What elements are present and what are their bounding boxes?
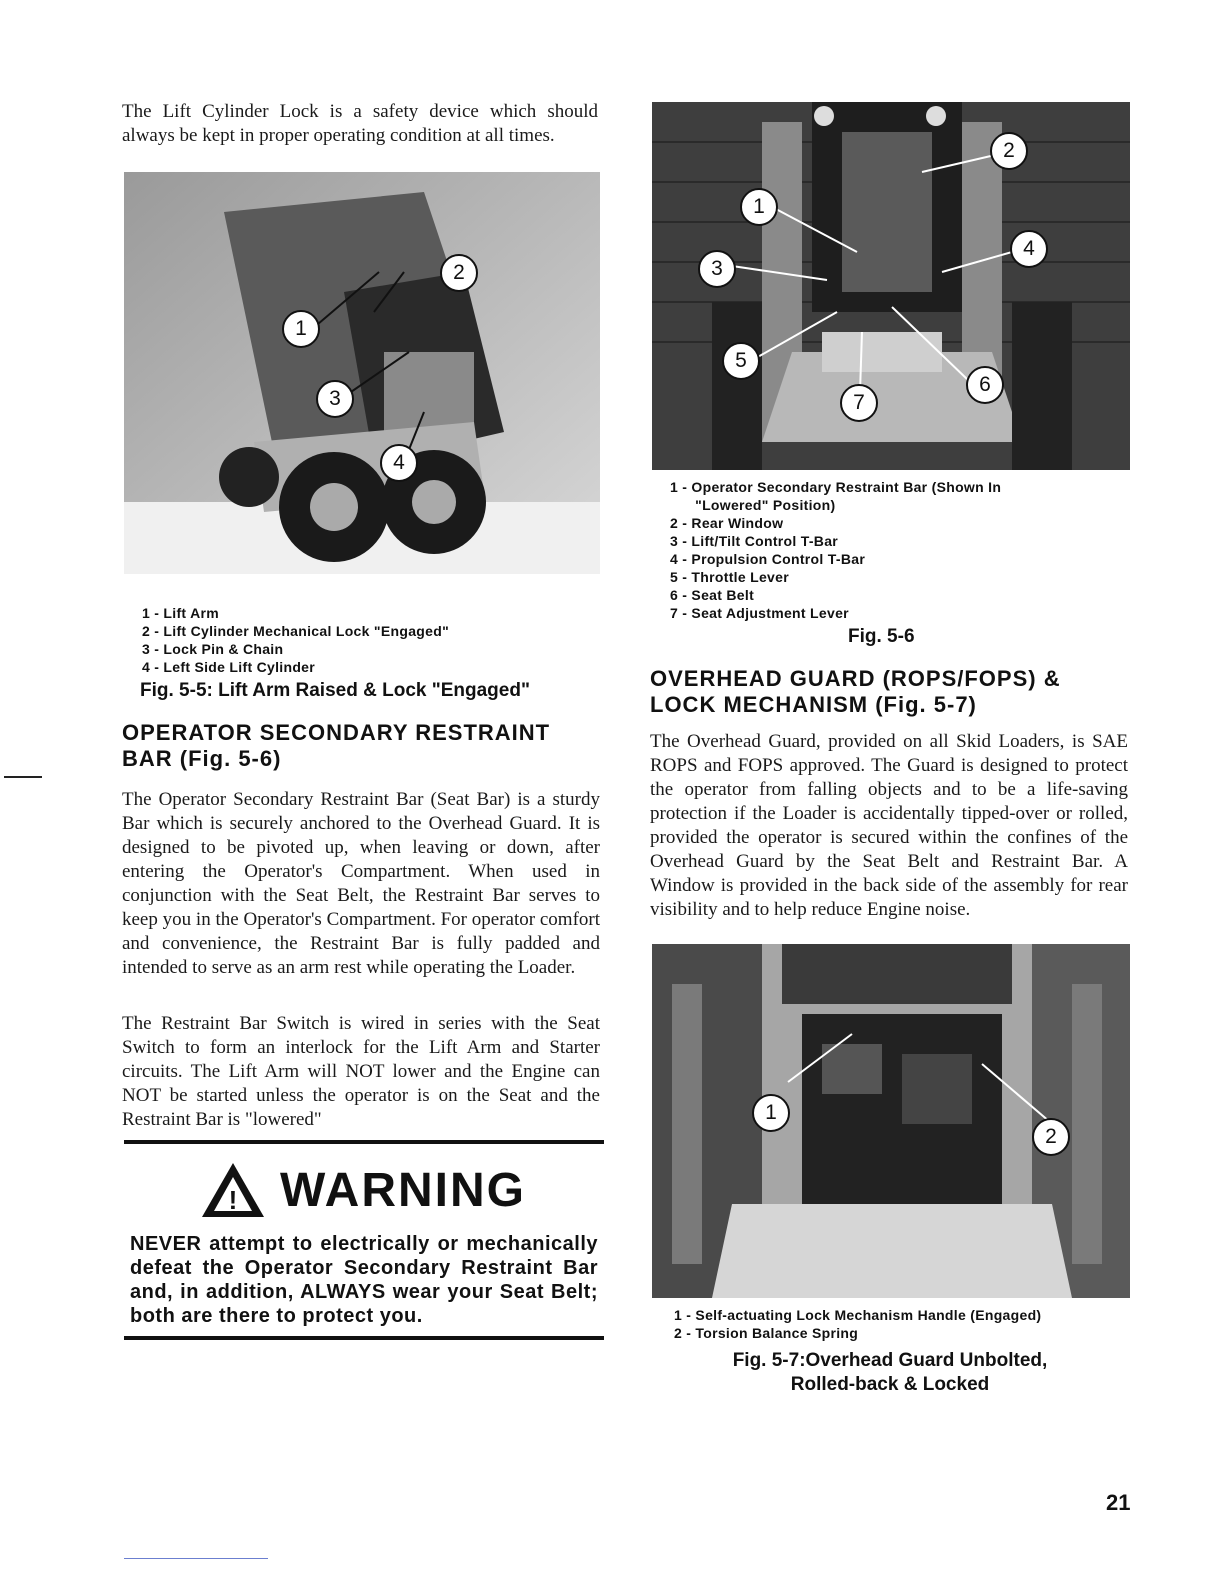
callout-2: 2 [440, 254, 478, 292]
legend-item: 3 - Lift/Tilt Control T-Bar [670, 533, 839, 549]
legend-item: "Lowered" Position) [670, 497, 836, 513]
warning-triangle-icon [200, 1161, 266, 1219]
restraint-heading-line2: BAR (Fig. 5-6) [122, 746, 282, 771]
callout-5: 5 [722, 342, 760, 380]
footer-rule [124, 1558, 268, 1559]
legend-item: 1 - Operator Secondary Restraint Bar (Shown In [670, 479, 1002, 495]
callout-1: 1 [752, 1094, 790, 1132]
fig-5-7-caption-line2: Rolled-back & Locked [790, 1374, 990, 1395]
callout-4: 4 [380, 444, 418, 482]
callout-3: 3 [316, 380, 354, 418]
callout-2: 2 [990, 132, 1028, 170]
callout-7: 7 [840, 384, 878, 422]
fig-5-7-photo [652, 944, 1130, 1298]
guard-heading-line1: OVERHEAD GUARD (ROPS/FOPS) & [650, 666, 1061, 691]
legend-item: 4 - Left Side Lift Cylinder [142, 659, 316, 675]
warning-title: WARNING [280, 1163, 526, 1217]
fig-5-7-caption-line1: Fig. 5-7:Overhead Guard Unbolted, [732, 1350, 1048, 1371]
restraint-heading-line1: OPERATOR SECONDARY RESTRAINT [122, 720, 551, 745]
skid-loader-raised-arm-illustration [124, 172, 600, 574]
guard-paragraph: The Overhead Guard, provided on all Skid Loaders, is SAE ROPS and FOPS approved. The Guard is designed to protect the operator from falling objects and to be a life-saving protection if the Loader is accidentally tipped-over or rolled, provided the operator is secured within the confines of the Overhead Guard by the Seat Belt and Restraint Bar. A Window is provided in the back side of the assembly for rear visibility and to help reduce Engine noise. [650, 731, 1128, 920]
callout-2: 2 [1032, 1118, 1070, 1156]
callout-1: 1 [282, 310, 320, 348]
fig-5-5-caption: Fig. 5-5: Lift Arm Raised & Lock "Engaged" [140, 680, 530, 701]
callout-4: 4 [1010, 230, 1048, 268]
legend-item: 2 - Rear Window [670, 515, 784, 531]
warning-header [200, 1158, 526, 1222]
legend-item: 5 - Throttle Lever [670, 569, 789, 585]
warning-top-rule [124, 1140, 604, 1144]
legend-item: 7 - Seat Adjustment Lever [670, 605, 849, 621]
fig-5-6-caption: Fig. 5-6 [848, 626, 915, 647]
legend-item: 6 - Seat Belt [670, 587, 755, 603]
guard-heading-line2: LOCK MECHANISM (Fig. 5-7) [650, 692, 977, 717]
svg-text:!: ! [228, 1185, 238, 1215]
legend-item: 2 - Torsion Balance Spring [674, 1325, 859, 1341]
restraint-paragraph-2: The Restraint Bar Switch is wired in series with the Seat Switch to form an interlock for the Lift Arm and Starter circuits. The Lift Arm will NOT lower and the Engine can NOT be started unless the operator is on the Seat and the Restraint Bar is "lowered" [122, 1013, 600, 1130]
callout-6: 6 [966, 366, 1004, 404]
restraint-paragraph-1: The Operator Secondary Restraint Bar (Seat Bar) is a sturdy Bar which is securely anchored to the Overhead Guard. It is designed to be pivoted up, when leaving or down, after entering the Operator's Compartment. When used in conjunction with the Seat Belt, the Restraint Bar serves to keep you in the Operator's Compartment. For operator comfort and convenience, the Restraint Bar is fully padded and intended to serve as an arm rest while operating the Loader. [122, 789, 600, 978]
callout-3: 3 [698, 250, 736, 288]
warning-text: NEVER attempt to electrically or mechanically defeat the Operator Secondary Restraint Bar and, in addition, ALWAYS wear your Seat Belt; both are there to protect you. [130, 1233, 598, 1327]
intro-paragraph: The Lift Cylinder Lock is a safety device which should always be kept in proper operating condition at all times. [122, 101, 598, 146]
legend-item: 1 - Self-actuating Lock Mechanism Handle (Engaged) [674, 1307, 1042, 1323]
fig-5-6-legend [670, 478, 1130, 622]
legend-item: 3 - Lock Pin & Chain [142, 641, 284, 657]
legend-item: 2 - Lift Cylinder Mechanical Lock "Engaged" [142, 623, 450, 639]
scan-margin-mark [4, 776, 42, 778]
fig-5-5-legend [142, 604, 602, 676]
legend-item: 1 - Lift Arm [142, 605, 219, 621]
warning-bottom-rule [124, 1336, 604, 1340]
callout-1: 1 [740, 188, 778, 226]
page-number: 21 [1106, 1490, 1131, 1515]
fig-5-5-photo [124, 172, 600, 574]
fig-5-6-photo [652, 102, 1130, 470]
legend-item: 4 - Propulsion Control T-Bar [670, 551, 866, 567]
fig-5-7-legend [674, 1306, 1130, 1342]
